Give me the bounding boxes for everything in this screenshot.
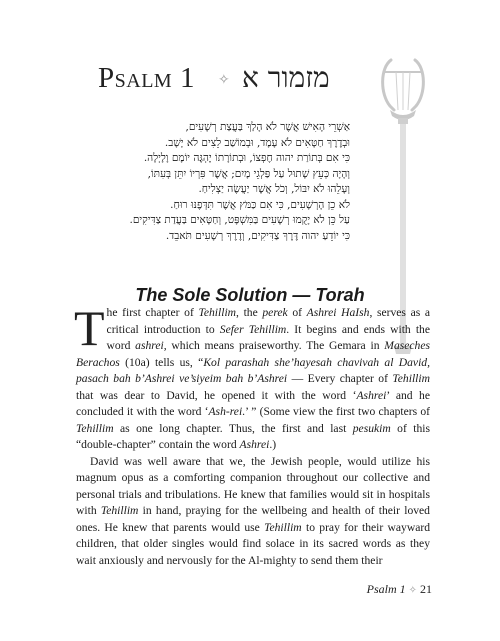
verse-line: וְעָלֵהוּ לֹא יִבּוֹל, וְכֹל אֲשֶׁר יַעֲשֶׂה יַצְלִיחַ. bbox=[198, 183, 350, 195]
italic-text: Tehillim bbox=[76, 421, 114, 435]
italic-text: Kol parashah she’hayesah chavivah al David, pasach bah b’Ashrei ve’siyeim bah b’Ashrei bbox=[76, 355, 430, 385]
text-run: which means praiseworthy. The Gemara in bbox=[166, 339, 385, 352]
text-run: as one long chapter. Thus, the first and last bbox=[113, 421, 353, 435]
footer-label: Psalm 1 bbox=[366, 582, 406, 596]
body-text bbox=[74, 300, 431, 569]
psalm-title bbox=[98, 62, 195, 95]
text-run: .) bbox=[269, 438, 277, 451]
hebrew-verses bbox=[120, 120, 350, 244]
text-run: of bbox=[287, 306, 307, 319]
diamond-separator-icon: ✧ bbox=[218, 72, 230, 88]
text-run: in hand, praying for the wellbeing and health of their loved ones. He knew that parents would use bbox=[76, 504, 430, 534]
psalm-header bbox=[98, 62, 370, 102]
verse-line: עַל כֵּן לֹא יָקֻמוּ רְשָׁעִים בַּמִּשְׁפָּט, וְחַטָּאִים בַּעֲדַת צַדִּיקִים. bbox=[129, 214, 350, 226]
dropcap: T bbox=[74, 300, 105, 356]
text-run: , the bbox=[236, 306, 263, 319]
psalm-number: 1 bbox=[179, 62, 195, 94]
italic-text: Ashrei bbox=[239, 438, 270, 451]
italic-text: ashrei, bbox=[135, 339, 167, 352]
text-run: that was dear to David, he opened it with the word ‘ bbox=[76, 388, 357, 402]
italic-text: Ashrei bbox=[356, 388, 387, 402]
italic-text: Ashrei HaIsh bbox=[306, 306, 370, 319]
psalm-title-rest: SALM bbox=[114, 70, 173, 92]
italic-text: Tehillim bbox=[198, 306, 237, 319]
verse-line: אַשְׁרֵי הָאִישׁ אֲשֶׁר לֹא הָלַךְ בַּעֲצַת רְשָׁעִים, bbox=[185, 121, 350, 133]
verse-line: כִּי יוֹדֵעַ יהוה דֶּרֶךְ צַדִּיקִים, וְדֶרֶךְ רְשָׁעִים תֹּאבֵד. bbox=[165, 229, 350, 242]
italic-text: Ash-rei bbox=[208, 405, 243, 418]
italic-text: pesukim bbox=[352, 421, 391, 435]
section-title: The Sole Solution — Torah bbox=[135, 285, 365, 305]
text-run: .’ ” (Some view the first two chapters of bbox=[242, 405, 430, 418]
verse-line: לֹא כֵן הָרְשָׁעִים, כִּי אִם כַּמֹּץ אֲשֶׁר תִּדְּפֶנּוּ רוּחַ. bbox=[170, 198, 350, 211]
diamond-separator-icon: ✧ bbox=[408, 585, 417, 596]
italic-text: Tehillim bbox=[392, 372, 430, 385]
text-run: David was well aware that we, the Jewish people, would utilize his magnum opus as a comforting companion throughout our collective and personal trials and tribulations. He knew that families would sit in hospitals with bbox=[76, 454, 430, 517]
text-run: he first chapter of bbox=[106, 306, 199, 319]
page-number: 21 bbox=[420, 582, 432, 596]
text-run: — Every chapter of bbox=[287, 372, 393, 385]
italic-text: Tehillim bbox=[264, 520, 302, 534]
paragraph-1 bbox=[74, 300, 431, 454]
verse-line: וּבְדֶרֶךְ חַטָּאִים לֹא עָמָד, וּבְמוֹשַׁב לֵצִים לֹא יָשָׁב. bbox=[164, 136, 350, 149]
hebrew-title: מזמור א bbox=[242, 61, 330, 94]
text-run: , serves as a critical introduction to bbox=[106, 306, 430, 336]
verse-line: כִּי אִם בְּתוֹרַת יהוה חֶפְצוֹ, וּבְתוֹרָתוֹ יֶהְגֶּה יוֹמָם וָלָיְלָה. bbox=[143, 152, 350, 164]
italic-text: perek bbox=[262, 306, 288, 319]
text-run: to pray for their wayward children, that older singles would find solace in its sacred words as they wait anxiously and nervously for the Al-mighty to send them their bbox=[76, 520, 430, 567]
verse-line: וְהָיָה כְּעֵץ שָׁתוּל עַל פַּלְגֵי מָיִם; אֲשֶׁר פִּרְיוֹ יִתֵּן בְּעִתּוֹ, bbox=[147, 167, 350, 180]
italic-text: Tehillim bbox=[100, 504, 139, 517]
psalm-title-initial: P bbox=[98, 62, 115, 94]
page-footer bbox=[367, 582, 432, 597]
text-run: (10a) tells us, “ bbox=[119, 355, 204, 369]
text-run: ’ and he concluded it with the word ‘ bbox=[76, 388, 430, 418]
paragraph-1-text bbox=[74, 300, 431, 451]
text-run: of this “double-chapter” contain the word bbox=[76, 421, 430, 451]
italic-text: Maseches Berachos bbox=[76, 339, 431, 369]
text-run: . It begins and ends with the word bbox=[106, 322, 430, 352]
italic-text: Sefer Tehillim bbox=[219, 322, 287, 336]
paragraph-2 bbox=[76, 454, 430, 570]
